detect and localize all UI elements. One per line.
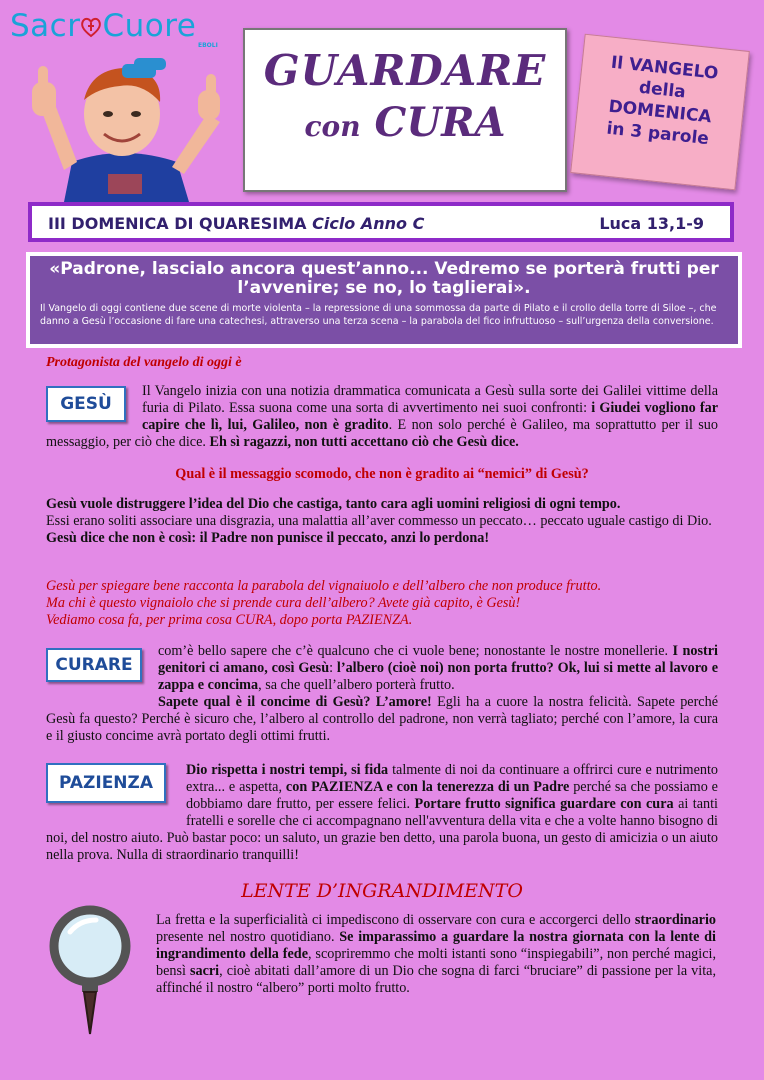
curare-text-a: com’è bello sapere che c’è qualcuno che ci vuole bene; nonostante le nostre monellerie. [158,643,673,659]
sacro-cuore-logo [10,8,220,52]
god-punishes-paragraph [46,496,718,547]
title-line2 [245,100,565,150]
parable-line3: Vediamo cosa fa, per prima cosa CURA, dopo porta PAZIENZA. [46,612,413,628]
logo-text-b: Cuore [102,8,197,44]
pazienza-text-b: talmente di noi da continuare a offrirci cure e nutrimento extra... e aspetta, [186,762,718,795]
p2-line-c: Gesù dice che non è così: il Padre non punisce il peccato, anzi lo perdona! [46,530,490,546]
lente-text-f: sacri [189,963,220,979]
pazienza-text-f: ai tanti fratelli e sorelle che ci accompagnano nell'avventura della vita e che a volte hanno bisogno di noi, del nostro aiuto. Può bastar poco: un saluto, un grazie ben detto, una parola buona, un gesto di amicizia o un aiuto nella prova. Nulla di straordinario tranquilli! [46,796,718,863]
heart-cross-icon [80,16,102,38]
pazienza-text-c: con PAZIENZA e con la tenerezza di un Padre [285,779,570,795]
gesu-text-b: i Giudei vogliono far capire che lì, lui, Galileo, non è gradito [142,400,719,433]
lente-text-b: straordinario [634,912,716,928]
keyword-gesu: GESÙ [46,386,126,422]
note-line3: DOMENICA [607,96,713,128]
lente-text-g: , cioè abitati dall’amore di un Dio che sogna di farci “bruciare” di passione per la vita, affinché il nostro “albero” porti molto frutto. [156,963,716,996]
note-line2: della [637,77,687,103]
title-line1: GUARDARE [263,46,547,95]
gesu-text-a: Il Vangelo inizia con una notizia drammatica comunicata a Gesù sulla sorte dei Galilei vittime della furia di Pilato. Essa suona come una sorta di avvertimento nei suoi confronti: [142,383,718,416]
gospel-summary: Il Vangelo di oggi contiene due scene di morte violenta – la repressione di una sommossa da parte di Pilato e il crollo della torre di Siloe –, che danno a Gesù l’occasione di fare una catechesi, attraverso una terza scena – la parabola del fico infruttuoso – sull’urgenza della conversione. [40,303,717,327]
p2-line-a: Gesù vuole distruggere l’idea del Dio che castiga, tanto cara agli uomini religiosi di ogni tempo. [46,496,621,512]
gospel-note [570,34,750,191]
magnifier-section-title: LENTE D’INGRANDIMENTO [241,880,523,902]
keyword-curare: CURARE [46,648,142,682]
liturgy-header [28,202,734,242]
lente-text-e: , scopriremmo che molti istanti sono “inspiegabili”, non perché magici, bensì [156,946,716,979]
lente-paragraph [156,912,716,997]
sunday-name: III DOMENICA DI QUARESIMA [48,214,307,233]
title-cura: CURA [374,99,506,146]
boy-thumbs-up-illustration [22,52,222,212]
pazienza-text-a: Dio rispetta i nostri tempi, si fida [186,762,389,778]
curare-text-c: : [329,660,337,676]
curare-text-g: Egli ha a cuore la nostra felicità. Sapete perché Gesù fa questo? Perché è sicuro che, l’albero al controllo del padrone, non verrà tagliato; perché con l’amore, la cura e il giusto concime avrà portato degli ottimi frutti. [46,694,718,744]
sunday-label [48,214,424,233]
quote-banner [26,252,742,348]
curare-paragraph [46,643,718,745]
cycle-label: Ciclo Anno C [312,214,425,233]
keyword-pazienza: PAZIENZA [46,763,166,803]
magnifying-glass-icon [40,902,150,1042]
pazienza-text-d: perché sa che possiamo e dobbiamo dare frutto, per essere felici. [186,779,718,812]
curare-text-d: l’albero (cioè noi) non porta frutto? Ok, lui si mette al lavoro e zappa e concima [158,660,719,693]
lente-text-a: La fretta e la superficialità ci impediscono di osservare con cura e accorgerci dello [156,912,635,928]
question-heading: Qual è il messaggio scomodo, che non è gradito ai “nemici” di Gesù? [175,466,589,482]
lente-text-c: presente nel nostro quotidiano. [156,929,340,945]
logo-subtitle: EBOLI [198,42,218,49]
curare-text-e: , sa che quell’albero porterà frutto. [258,677,455,693]
gospel-quote: «Padrone, lascialo ancora quest’anno... Vedremo se porterà frutti per l’avvenire; se no, lo taglierai». [49,259,719,298]
lente-text-d: Se imparassimo a guardare la nostra giornata con la lente di ingrandimento della fede [156,929,716,962]
gesu-text-c: . E non solo perché è Galileo, ma soprattutto per il suo messaggio, per ciò che dice. [46,417,718,450]
curare-text-f: Sapete qual è il concime di Gesù? L’amore! [158,694,432,710]
pazienza-text-e: Portare frutto significa guardare con cura [414,796,674,812]
logo-text-a: Sacr [10,8,81,44]
protagonist-heading: Protagonista del vangelo di oggi è [46,355,242,370]
curare-text-b: I nostri genitori ci amano, così Gesù [158,643,718,676]
gospel-reference: Luca 13,1-9 [599,214,704,233]
pazienza-paragraph [46,762,718,864]
note-line1: Il VANGELO [609,52,720,84]
gesu-text-d: Eh sì ragazzi, non tutti accettano ciò che Gesù dice. [209,434,519,450]
parable-line1: Gesù per spiegare bene racconta la parabola del vignaiuolo e dell’albero che non produce frutto. [46,578,602,594]
gesu-paragraph [46,383,718,451]
title-con: con [304,110,361,143]
note-line4: in 3 parole [605,118,710,150]
parable-intro [46,578,718,629]
title-box [243,28,567,192]
parable-line2: Ma chi è questo vignaiolo che si prende cura dell’albero? Avete già capito, è Gesù! [46,595,521,611]
p2-line-b: Essi erano soliti associare una disgrazia, una malattia all’aver commesso un peccato… peccato uguale castigo di Dio. [46,513,712,529]
